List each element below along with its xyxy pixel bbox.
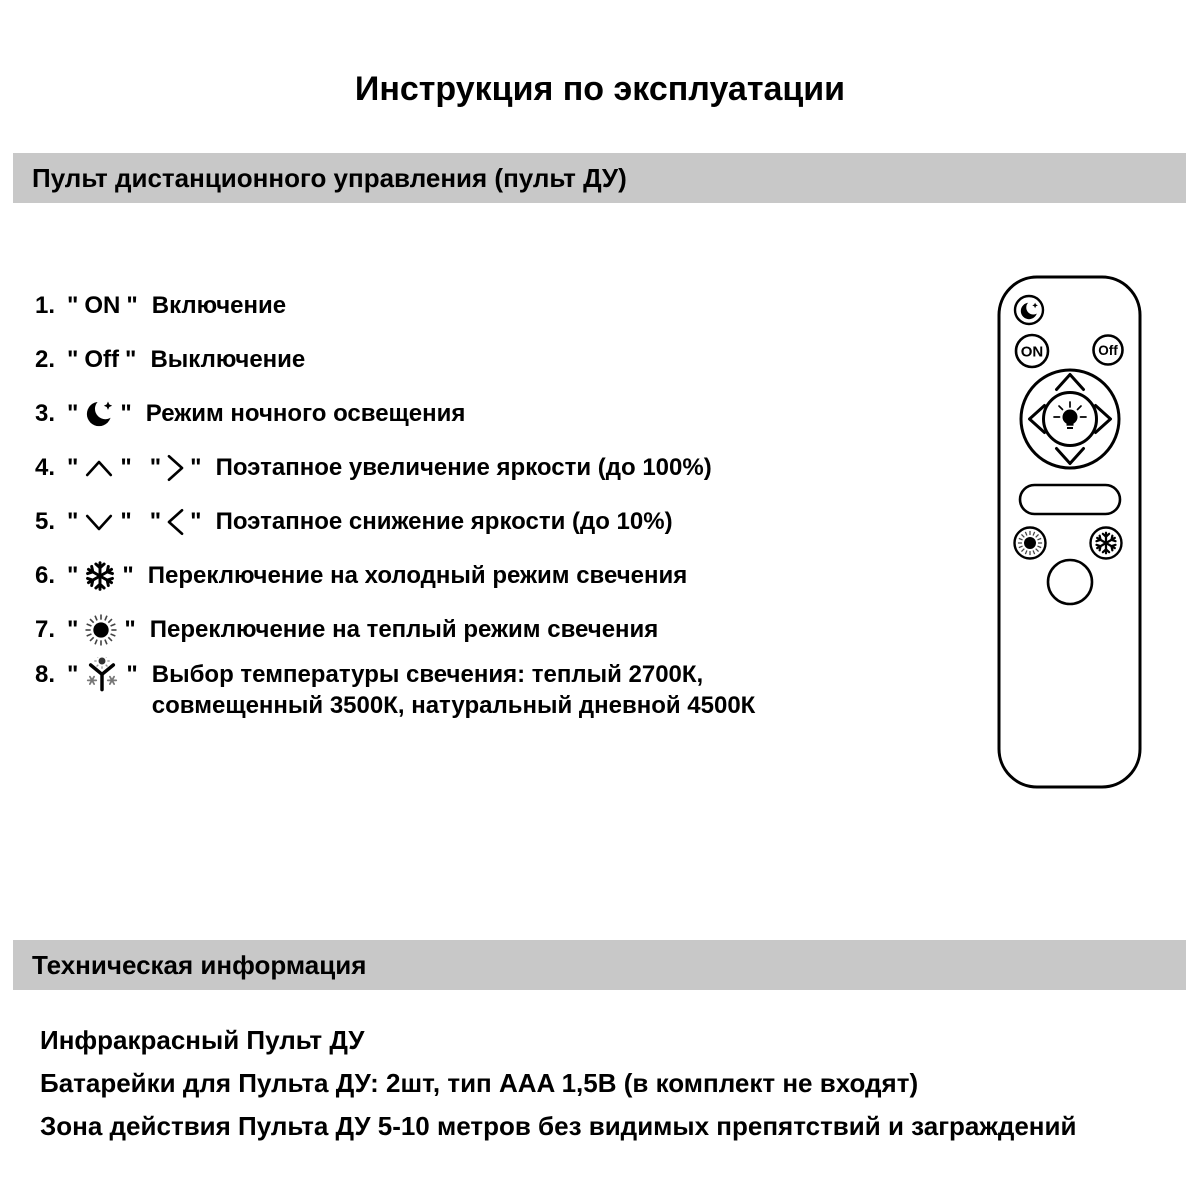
item-text: Режим ночного освещения xyxy=(145,400,466,427)
item-text xyxy=(152,659,756,721)
chevron-right-icon xyxy=(167,453,184,483)
quote-mark: " xyxy=(124,616,136,643)
item-number: 1. xyxy=(35,292,56,319)
light-bulb-icon xyxy=(1054,402,1086,429)
tech-line-remote-type: Инфракрасный Пульт ДУ xyxy=(40,1025,365,1055)
item-text: Переключение на теплый режим свечения xyxy=(149,616,659,643)
item-number: 4. xyxy=(35,454,56,481)
round-blank-button xyxy=(1048,560,1092,604)
moon-night-icon xyxy=(84,399,114,429)
quote-mark: " xyxy=(67,508,79,535)
item-number: 6. xyxy=(35,562,56,589)
remote-control-illustration xyxy=(993,272,1153,807)
item-text-line1: Выбор температуры свечения: теплый 2700К, xyxy=(151,661,704,688)
key-group xyxy=(150,507,202,537)
quote-mark: " xyxy=(190,508,202,535)
instruction-item-2 xyxy=(35,333,755,387)
quote-mark: " xyxy=(125,346,137,373)
snowflake-icon xyxy=(84,560,116,592)
key-group xyxy=(67,346,136,374)
quote-mark: " xyxy=(67,660,79,688)
instruction-list xyxy=(35,279,755,721)
item-number: 8. xyxy=(35,661,56,688)
key-group xyxy=(67,659,138,690)
on-button-label: ON xyxy=(1020,343,1044,361)
chevron-down-icon xyxy=(1057,449,1084,464)
key-group xyxy=(150,453,202,483)
off-key-label: Off xyxy=(84,346,120,373)
instruction-item-7 xyxy=(35,603,755,657)
page-title: Инструкция по эксплуатации xyxy=(354,70,846,108)
quote-mark: " xyxy=(67,616,79,643)
chevron-left-icon xyxy=(167,507,184,537)
key-group xyxy=(67,560,134,592)
remote-control-drawing xyxy=(993,272,1153,802)
sun-icon xyxy=(1018,531,1042,555)
off-button-label: Off xyxy=(1098,343,1118,358)
quote-mark: " xyxy=(67,292,79,319)
on-key-label: ON xyxy=(84,292,121,319)
quote-mark: " xyxy=(67,562,79,589)
instruction-item-8 xyxy=(35,657,755,721)
item-text: Поэтапное снижение яркости (до 10%) xyxy=(215,508,673,535)
quote-mark: " xyxy=(126,292,138,319)
key-group xyxy=(67,399,132,429)
moon-night-icon xyxy=(1021,300,1041,319)
section-header-tech xyxy=(13,940,1186,990)
item-text: Переключение на холодный режим свечения xyxy=(147,562,688,589)
chevron-up-icon xyxy=(84,460,114,477)
item-number: 2. xyxy=(35,346,56,373)
key-group xyxy=(67,292,138,320)
chevron-down-icon xyxy=(84,514,114,531)
snowflake-icon xyxy=(1096,533,1117,553)
quote-mark: " xyxy=(120,400,132,427)
quote-mark: " xyxy=(126,660,138,688)
instruction-item-6 xyxy=(35,549,755,603)
item-number: 7. xyxy=(35,616,56,643)
tech-line-range: Зона действия Пульта ДУ 5-10 метров без видимых препятствий и заграждений xyxy=(40,1111,1077,1141)
item-text: Выключение xyxy=(150,346,306,373)
quote-mark: " xyxy=(67,400,79,427)
quote-mark: " xyxy=(149,508,162,535)
item-number: 3. xyxy=(35,400,56,427)
sun-icon xyxy=(84,613,118,647)
item-text: Поэтапное увеличение яркости (до 100%) xyxy=(215,454,712,481)
wide-blank-button xyxy=(1020,485,1120,514)
instruction-item-5 xyxy=(35,495,755,549)
key-group xyxy=(67,508,132,536)
quote-mark: " xyxy=(67,454,79,481)
quote-mark: " xyxy=(120,454,132,481)
chevron-up-icon xyxy=(1057,375,1084,390)
item-text: Включение xyxy=(151,292,287,319)
quote-mark: " xyxy=(149,454,162,481)
technical-info xyxy=(40,1024,1076,1153)
key-group xyxy=(67,454,132,482)
quote-mark: " xyxy=(190,454,202,481)
key-group xyxy=(67,613,136,647)
quote-mark: " xyxy=(67,346,79,373)
section-header-remote-label: Пульт дистанционного управления (пульт ДУ) xyxy=(32,162,627,193)
section-header-remote xyxy=(13,153,1186,203)
color-temp-select-icon xyxy=(84,657,120,693)
item-text-line2: совмещенный 3500К, натуральный дневной 4500К xyxy=(151,692,756,719)
instruction-item-3 xyxy=(35,387,755,441)
quote-mark: " xyxy=(120,508,132,535)
instruction-item-4 xyxy=(35,441,755,495)
instruction-item-1 xyxy=(35,279,755,333)
quote-mark: " xyxy=(122,562,134,589)
section-header-tech-label: Техническая информация xyxy=(32,949,367,980)
tech-line-batteries: Батарейки для Пульта ДУ: 2шт, тип AAA 1,5В (в комплект не входят) xyxy=(40,1068,919,1098)
item-number: 5. xyxy=(35,508,56,535)
